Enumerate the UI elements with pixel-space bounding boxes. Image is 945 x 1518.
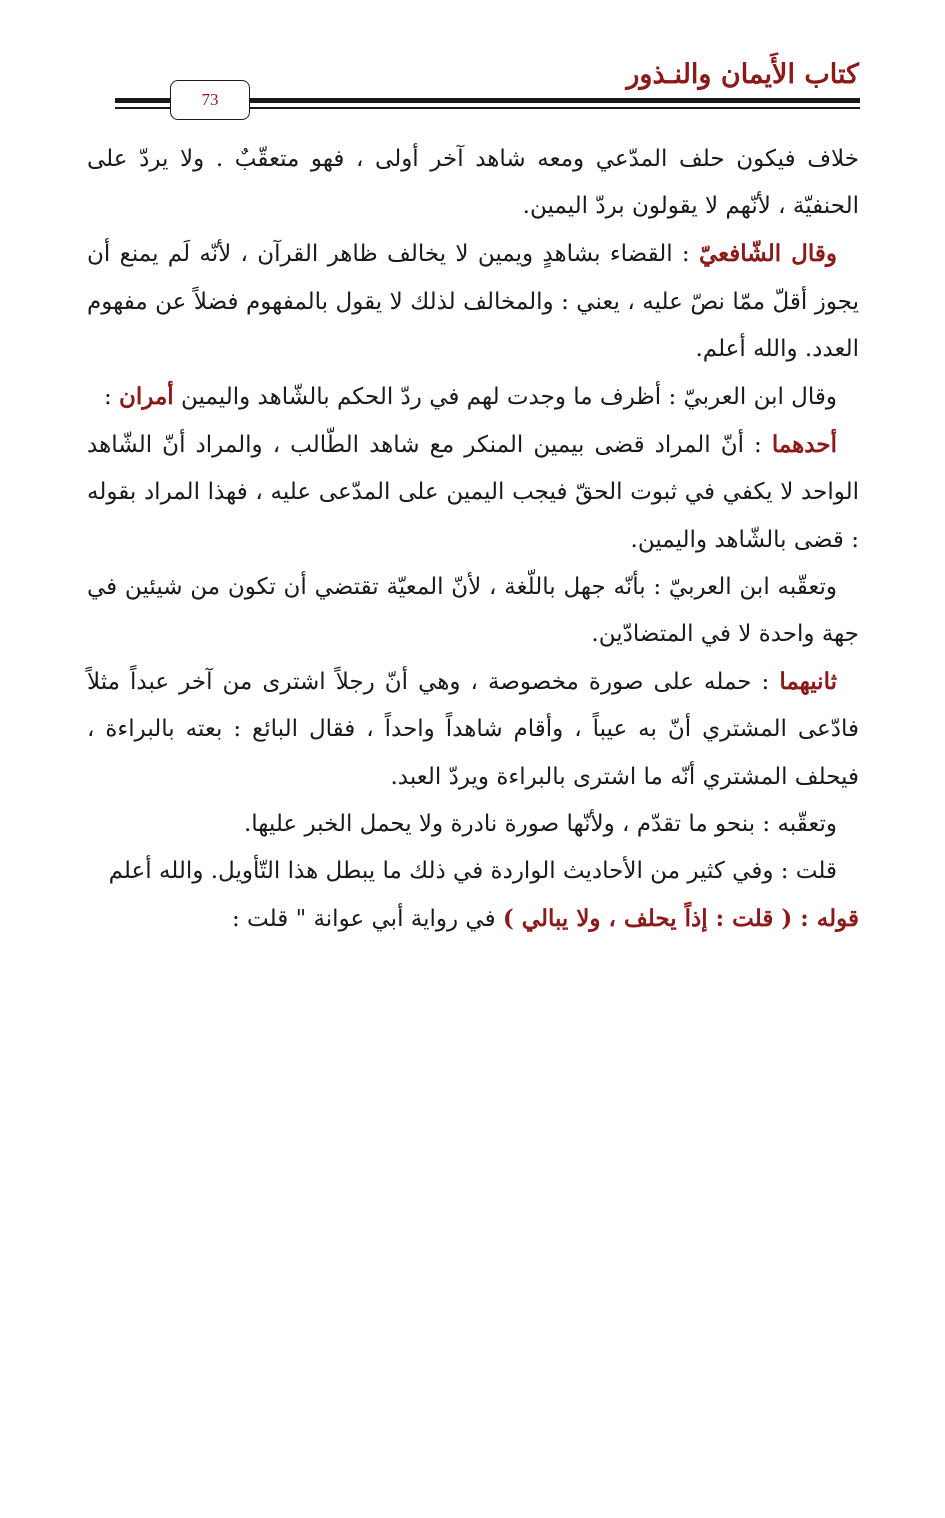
paragraph-text: في رواية أبي عوانة " قلت : — [232, 906, 503, 933]
paragraph-4 — [87, 421, 859, 564]
paragraph-text: وقال ابن العربيّ : أظرف ما وجدت لهم في ردّ الحكم بالشّاهد واليمين — [173, 384, 837, 411]
paragraph-text: : حمله على صورة مخصوصة ، وهي أنّ رجلاً اشترى من آخر عبداً مثلاً فادّعى المشتري أنّ به عيباً ، وأقام شاهداً واحداً ، فقال البائع : بعته بالبراءة ، فيحلف المشتري أنّه ما اشترى بالبراءة ويردّ العبد. — [87, 669, 859, 790]
paragraph-highlight: أمران — [119, 383, 174, 411]
paragraph-text: : القضاء بشاهدٍ ويمين لا يخالف ظاهر القرآن ، لأنّه لَم يمنع أن يجوز أقلّ ممّا نصّ عليه ، يعني : والمخالف لذلك لا يقول بالمفهوم فضلاً عن مفهوم العدد. والله أعلم. — [87, 241, 859, 362]
paragraph-2 — [87, 230, 859, 373]
page-body — [87, 136, 859, 943]
paragraph-8 — [87, 848, 859, 895]
paragraph-lead: أحدهما — [771, 431, 837, 459]
paragraph-lead: قوله : ( قلت : إذاً يحلف ، ولا يبالي ) — [502, 905, 859, 933]
paragraph-5 — [87, 564, 859, 658]
page-number: 73 — [170, 80, 250, 120]
paragraph-9 — [87, 895, 859, 943]
book-title: كتاب الأَيمان والنـذور — [626, 59, 859, 90]
paragraph-text: قلت : وفي كثير من الأحاديث الواردة في ذلك ما يبطل هذا التّأويل. والله أعلم — [108, 858, 837, 885]
paragraph-7 — [87, 801, 859, 848]
paragraph-lead: ثانيهما — [779, 668, 837, 696]
paragraph-1 — [87, 136, 859, 230]
paragraph-6 — [87, 658, 859, 801]
paragraph-tail: : — [103, 384, 120, 411]
paragraph-text: وتعقّبه ابن العربيّ : بأنّه جهل باللّغة ، لأنّ المعيّة تقتضي أن تكون من شيئين في جهة واحدة لا في المتضادّين. — [87, 573, 859, 648]
page-header — [0, 0, 945, 130]
paragraph-text: : أنّ المراد قضى بيمين المنكر مع شاهد الطّالب ، والمراد أنّ الشّاهد الواحد لا يكفي في ثبوت الحقّ فيجب اليمين على المدّعى عليه ، فهذا المراد بقوله : قضى بالشّاهد واليمين. — [87, 432, 859, 553]
paragraph-text: خلاف فيكون حلف المدّعي ومعه شاهد آخر أولى ، فهو متعقّبٌ . ولا يردّ على الحنفيّة ، لأنّهم لا يقولون بردّ اليمين. — [87, 146, 859, 220]
paragraph-text: وتعقّبه : بنحو ما تقدّم ، ولأنّها صورة نادرة ولا يحمل الخبر عليها. — [243, 810, 837, 837]
paragraph-lead: وقال الشّافعيّ — [698, 240, 837, 268]
paragraph-3 — [87, 373, 859, 421]
